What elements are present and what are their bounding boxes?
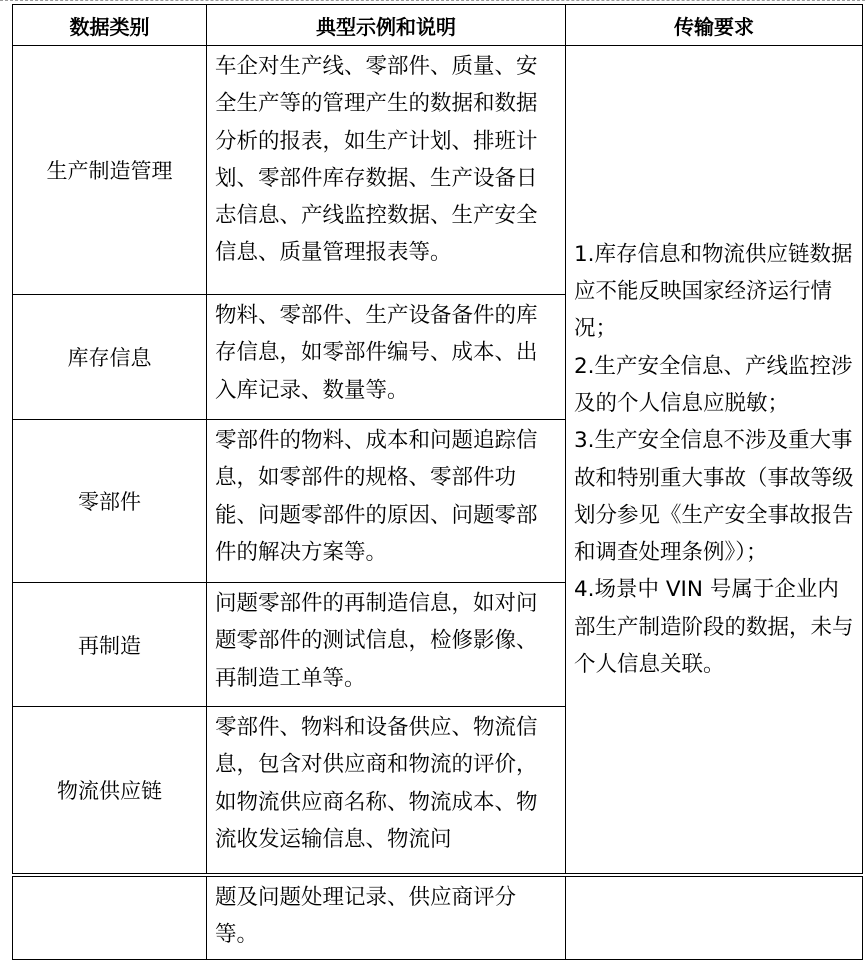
example-cell: 零部件的物料、成本和问题追踪信息，如零部件的规格、零部件功能、问题零部件的原因、问题零部件的解决方案等。 xyxy=(207,420,566,583)
category-cell: 物流供应链 xyxy=(13,707,207,874)
example-cell: 物料、零部件、生产设备备件的库存信息，如零部件编号、成本、出入库记录、数量等。 xyxy=(207,295,566,420)
header-category: 数据类别 xyxy=(13,5,207,46)
table-row xyxy=(13,877,863,960)
requirement-cell-empty xyxy=(566,877,863,960)
data-transfer-table xyxy=(12,4,863,960)
table-header-row xyxy=(13,5,863,46)
category-cell: 零部件 xyxy=(13,420,207,583)
requirement-item: 1.库存信息和物流供应链数据应不能反映国家经济运行情况； xyxy=(574,241,853,342)
example-cell: 问题零部件的再制造信息，如对问题零部件的测试信息，检修影像、再制造工单等。 xyxy=(207,583,566,707)
requirement-item: 3.生产安全信息不涉及重大事故和特别重大事故（事故等级划分参见《生产安全事故报告和调查处理条例》）； xyxy=(574,428,854,566)
example-cell: 车企对生产线、零部件、质量、安全生产等的管理产生的数据和数据分析的报表，如生产计划、排班计划、零部件库存数据、生产设备日志信息、产线监控数据、生产安全信息、质量管理报表等。 xyxy=(207,46,566,295)
category-cell: 再制造 xyxy=(13,583,207,707)
category-cell xyxy=(13,877,207,960)
category-cell: 库存信息 xyxy=(13,295,207,420)
header-example: 典型示例和说明 xyxy=(207,5,566,46)
requirement-cell xyxy=(566,46,863,874)
top-dashed-rule xyxy=(0,0,865,1)
requirement-item: 2.生产安全信息、产线监控涉及的个人信息应脱敏； xyxy=(574,353,853,416)
category-cell: 生产制造管理 xyxy=(13,46,207,295)
table-row xyxy=(13,46,863,295)
header-requirement: 传输要求 xyxy=(566,5,863,46)
requirement-item: 4.场景中 VIN 号属于企业内部生产制造阶段的数据，未与个人信息关联。 xyxy=(574,577,854,677)
example-cell: 题及问题处理记录、供应商评分等。 xyxy=(207,877,566,960)
example-cell: 零部件、物料和设备供应、物流信息，包含对供应商和物流的评价，如物流供应商名称、物流成本、物流收发运输信息、物流问 xyxy=(207,707,566,874)
